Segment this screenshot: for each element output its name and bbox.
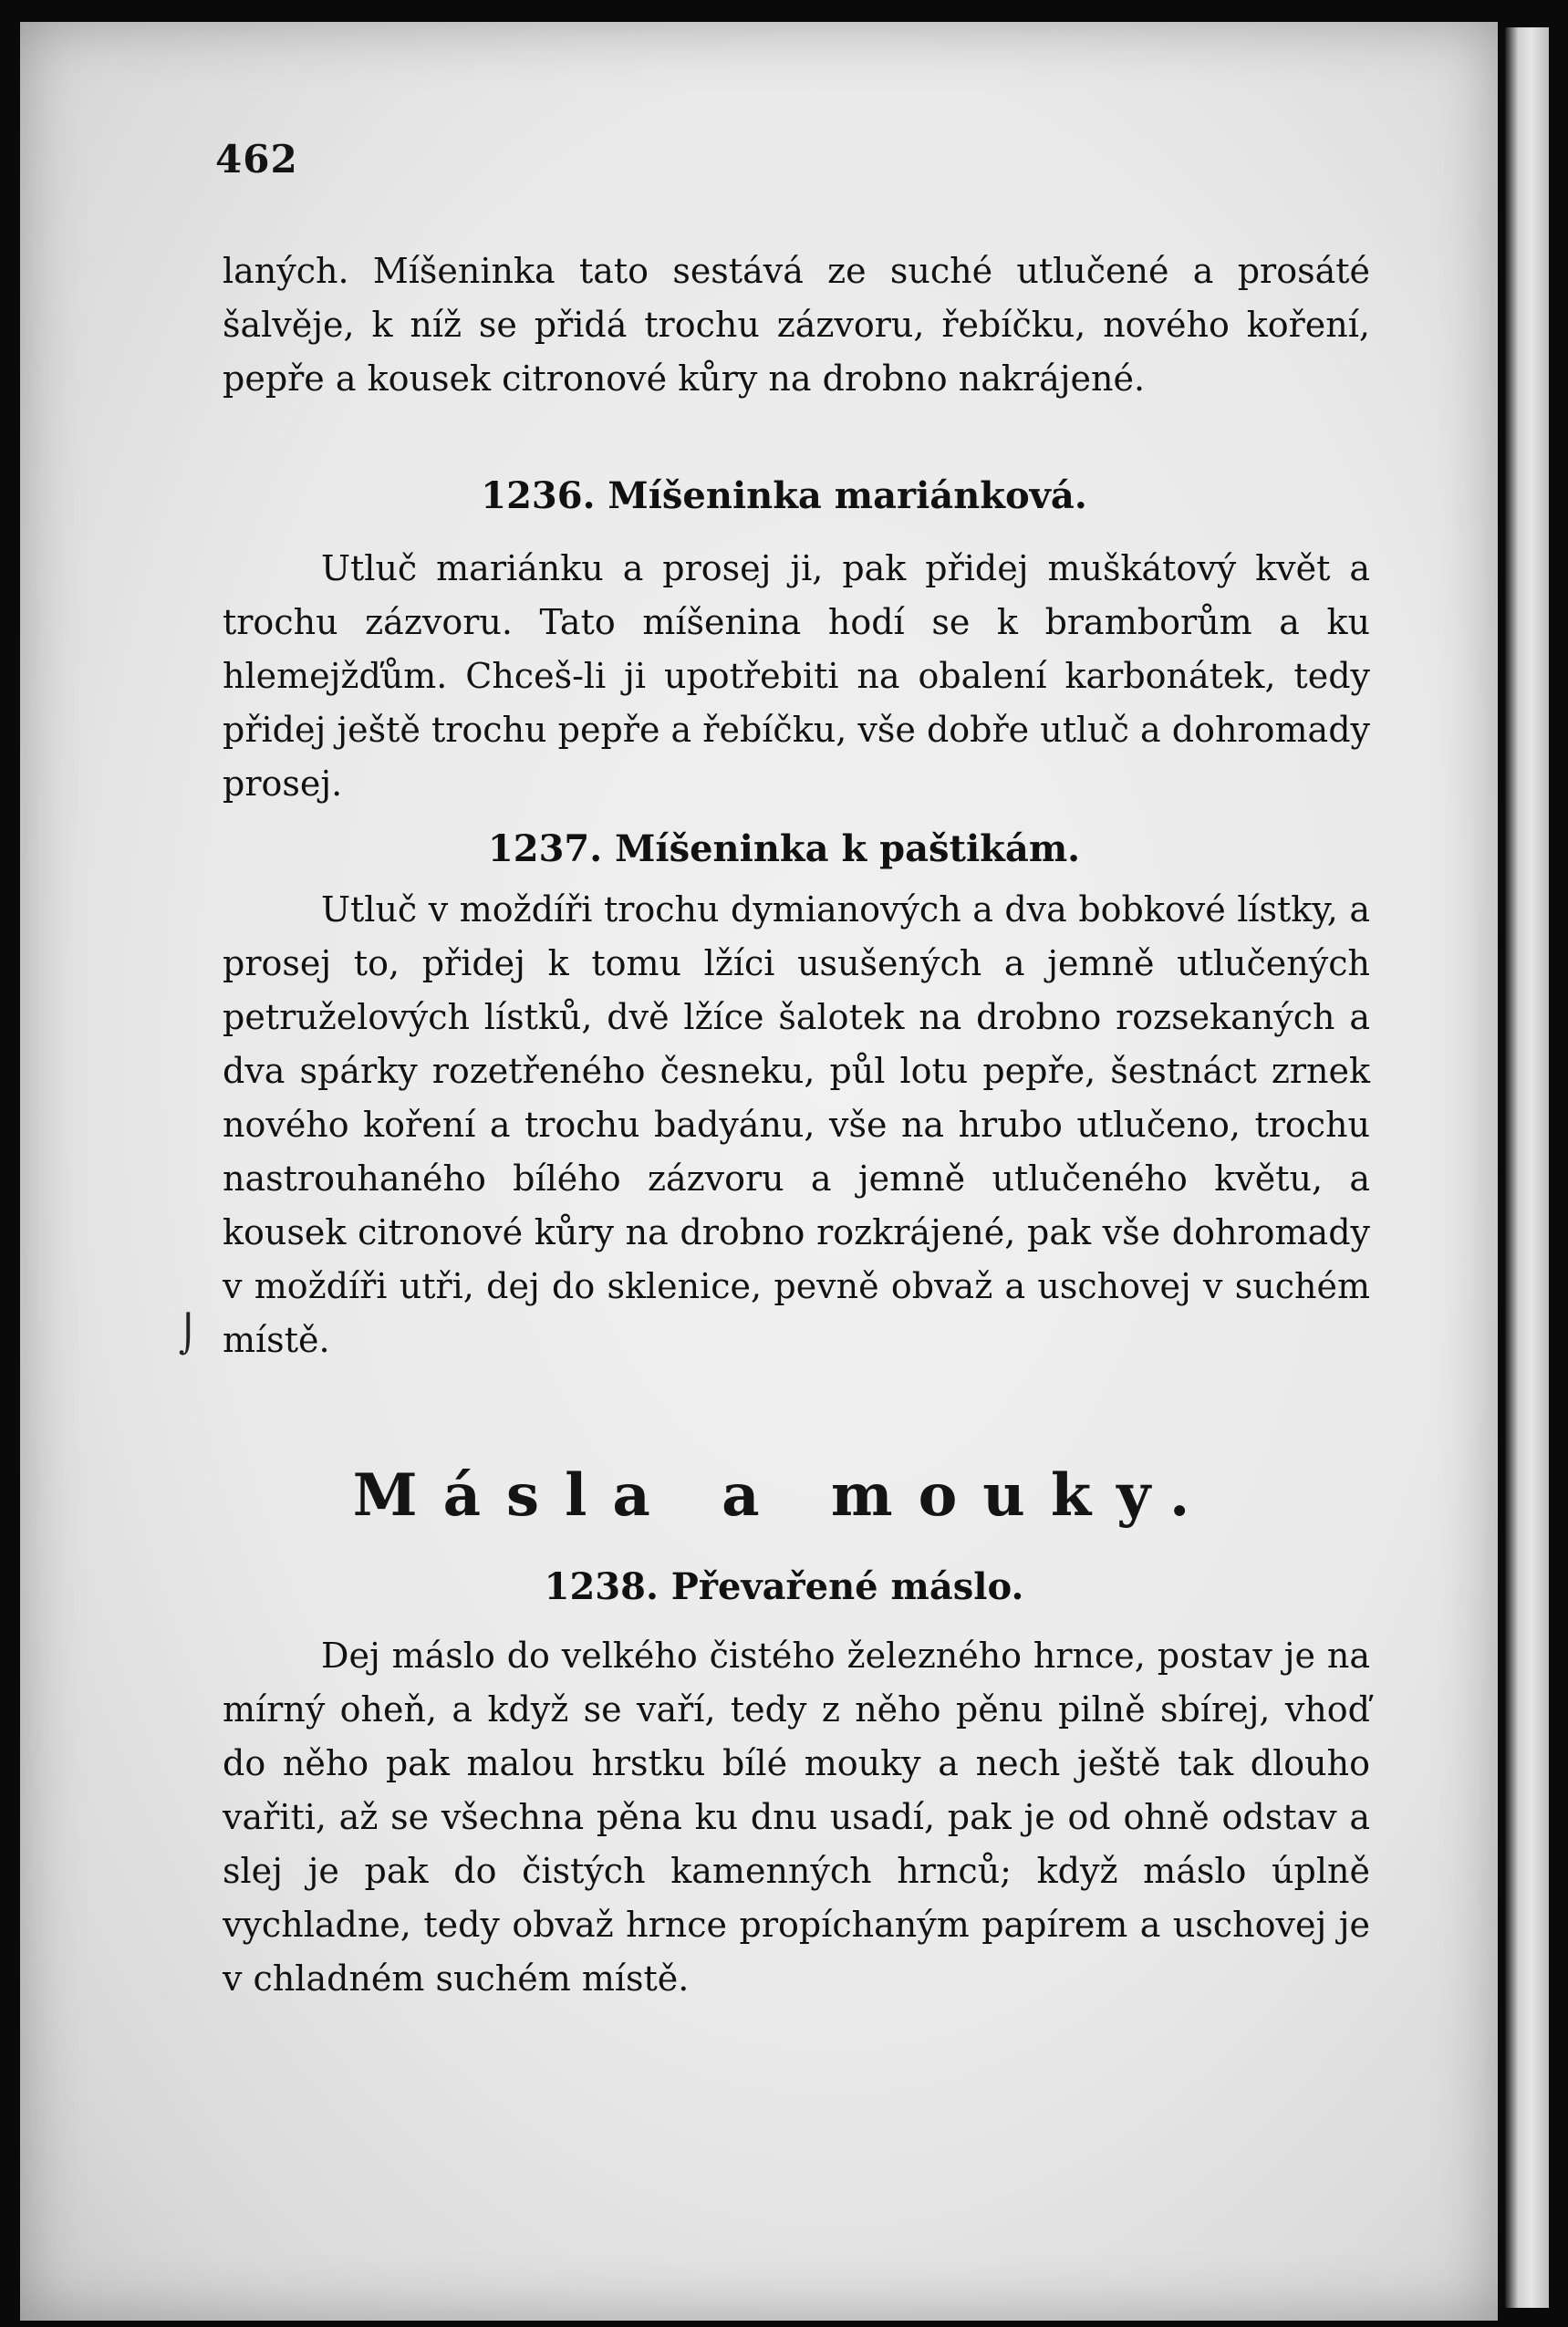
recipe-1237-text: Utluč v moždíři trochu dymianových a dva bobkové lístky, a prosej to, přidej k tomu lžíci usušených a jemně utlučených petruželových lístků, dvě lžíce šalotek na drobno rozsekaných a dva spárky rozetřeného česneku, půl lotu pepře, šestnáct zrnek nového koření a trochu badyánu, vše na hrubo utlučeno, trochu nastrouhaného bílého zázvoru a jemně utlučeného květu, a kousek citronové kůry na drobno rozkrájené, pak vše dohromady v moždíři utři, dej do sklenice, pevně obvaž a uschovej v suchém místě.: [223, 889, 1370, 1360]
recipe-1238-text: Dej máslo do velkého čistého železného hrnce, postav je na mírný oheň, a když se vaří, tedy z něho pěnu pilně sbírej, vhoď do něho pak malou hrstku bílé mouky a nech ještě tak dlouho vařiti, až se všechna pěna ku dnu usadí, pak je od ohně odstav a slej je pak do čistých kamenných hrnců; když máslo úplně vychladne, tedy obvaž hrnce propíchaným papírem a uschovej je v chladném suchém místě.: [223, 1636, 1370, 1999]
section-title: Másla a mouky.: [352, 1461, 1216, 1530]
margin-bracket-mark: ⌡: [179, 1314, 198, 1356]
continuation-paragraph: laných. Míšeninka tato sestává ze suché utlučené a prosáté šalvěje, k níž se přidá trochu zázvoru, řebíčku, nového koření, pepře a kousek citronové kůry na drobno nakrájené.: [223, 251, 1370, 399]
recipe-1236-title: 1236. Míšeninka mariánková.: [481, 474, 1087, 517]
next-page-edge: [1505, 27, 1549, 2308]
recipe-1238-title: 1238. Převařené máslo.: [544, 1565, 1024, 1608]
recipe-1236-text: Utluč mariánku a prosej ji, pak přidej muškátový květ a trochu zázvoru. Tato míšenina hodí se k bramborům a ku hlemejžďům. Chceš-li ji upotřebiti na obalení karbonátek, tedy přidej ještě trochu pepře a řebíčku, vše dobře utluč a dohromady prosej.: [223, 548, 1370, 804]
page-number: 462: [215, 137, 298, 182]
recipe-1237-title: 1237. Míšeninka k paštikám.: [487, 827, 1081, 870]
